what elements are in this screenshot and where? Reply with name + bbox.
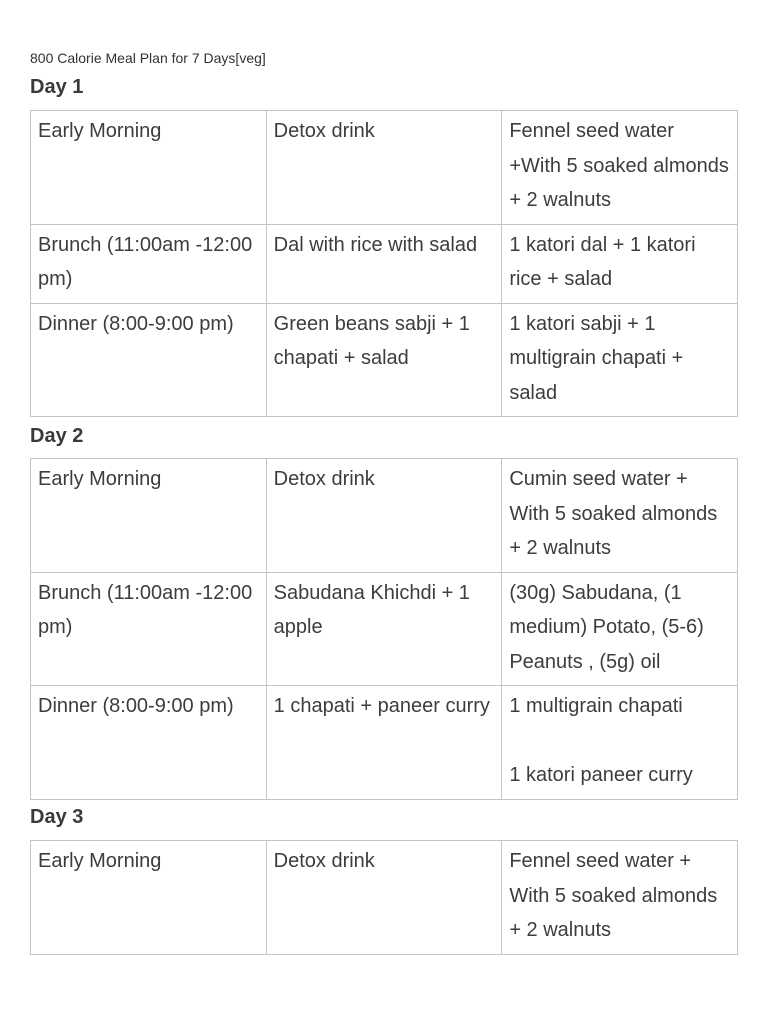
portion-cell: 1 katori sabji + 1 multigrain chapati + salad <box>502 303 738 417</box>
item-cell: 1 chapati + paneer curry <box>266 686 502 800</box>
spacer <box>509 724 730 759</box>
portion-cell: Cumin seed water + With 5 soaked almonds + 2 walnuts <box>502 459 738 573</box>
portion-cell <box>502 686 738 800</box>
day-2-heading: Day 2 <box>30 425 84 447</box>
portion-cell: (30g) Sabudana, (1 medium) Potato, (5-6) Peanuts , (5g) oil <box>502 572 738 686</box>
day-2-table <box>30 458 738 800</box>
item-cell: Detox drink <box>266 459 502 573</box>
table-row <box>31 686 738 800</box>
meal-cell: Early Morning <box>31 459 267 573</box>
day-1-heading: Day 1 <box>30 76 84 98</box>
meal-cell: Brunch (11:00am -12:00 pm) <box>31 224 267 303</box>
meal-cell: Dinner (8:00-9:00 pm) <box>31 686 267 800</box>
item-cell: Dal with rice with salad <box>266 224 502 303</box>
meal-cell: Early Morning <box>31 111 267 225</box>
meal-cell: Brunch (11:00am -12:00 pm) <box>31 572 267 686</box>
table-row <box>31 572 738 686</box>
portion-cell: Fennel seed water +With 5 soaked almonds + 2 walnuts <box>502 111 738 225</box>
day-1-table <box>30 110 738 417</box>
portion-line: 1 multigrain chapati <box>509 695 683 717</box>
page-title: 800 Calorie Meal Plan for 7 Days[veg] <box>30 50 266 66</box>
table-row <box>31 841 738 955</box>
table-row <box>31 224 738 303</box>
portion-cell: Fennel seed water + With 5 soaked almonds + 2 walnuts <box>502 841 738 955</box>
table-row <box>31 303 738 417</box>
meal-cell: Early Morning <box>31 841 267 955</box>
item-cell: Detox drink <box>266 841 502 955</box>
item-cell: Green beans sabji + 1 chapati + salad <box>266 303 502 417</box>
item-cell: Sabudana Khichdi + 1 apple <box>266 572 502 686</box>
meal-cell: Dinner (8:00-9:00 pm) <box>31 303 267 417</box>
table-row <box>31 459 738 573</box>
day-3-heading: Day 3 <box>30 806 84 828</box>
item-cell: Detox drink <box>266 111 502 225</box>
table-row <box>31 111 738 225</box>
portion-cell: 1 katori dal + 1 katori rice + salad <box>502 224 738 303</box>
portion-line: 1 katori paneer curry <box>509 764 693 786</box>
day-3-table <box>30 840 738 955</box>
